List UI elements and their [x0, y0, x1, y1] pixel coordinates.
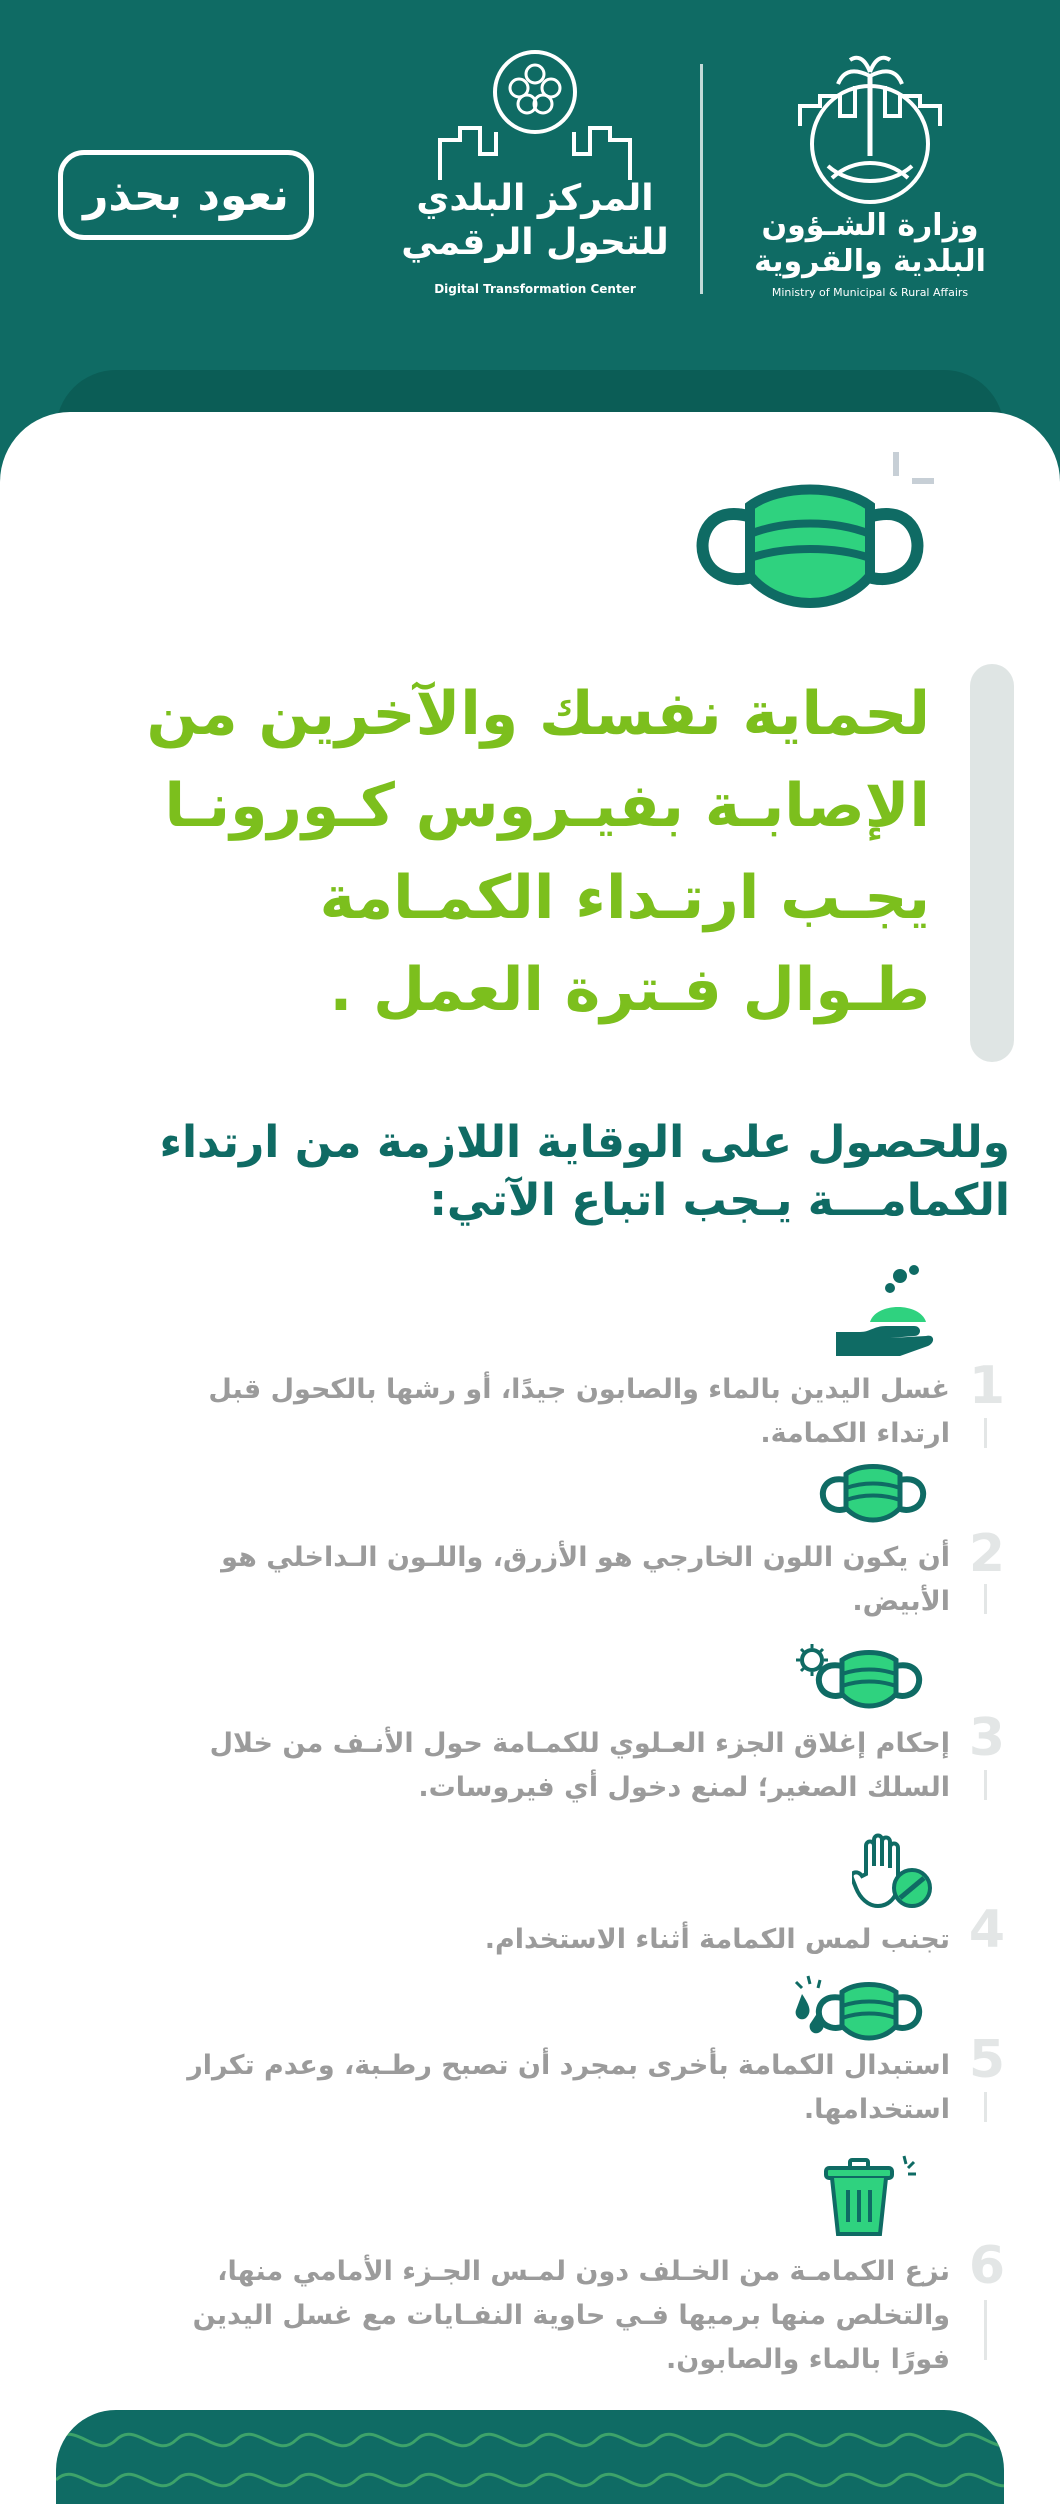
- step-2-line: [984, 1584, 987, 1614]
- mask-icon: [818, 1460, 928, 1530]
- step-5-number: 5: [968, 2030, 1006, 2090]
- header: [0, 0, 1060, 420]
- step-6-line: [984, 2300, 987, 2360]
- headline-accent-bar: [970, 664, 1014, 1062]
- step-2-number: 2: [968, 1524, 1006, 1584]
- step-2-text: أن يكون اللون الخارجي هو الأزرق، واللـون الـداخلي هو الأبيض.: [221, 1542, 950, 1617]
- header-divider: [700, 64, 703, 294]
- step-3-text: إحكام إغلاق الجزء العـلوي للكمـامة حول الأنـف من خلال السلك الصغير؛ لمنع دخول أي فيروسات.: [209, 1728, 950, 1803]
- step-1-line: [984, 1418, 987, 1448]
- footer-pattern-band: [56, 2410, 1004, 2504]
- campaign-badge-label: نعود بحذر: [83, 169, 289, 221]
- step-4-number: 4: [968, 1900, 1006, 1960]
- ministry-name-en: Ministry of Municipal & Rural Affairs: [771, 286, 969, 299]
- step-5-line: [984, 2092, 987, 2122]
- mask-virus-icon: [794, 1640, 924, 1720]
- ministry-name-ar-1: وزارة الشـؤون: [761, 208, 979, 243]
- hand-washing-icon: [830, 1262, 940, 1362]
- subheading: وللحصول على الوقاية اللازمة من ارتداء الكمامـــة يـجب اتباع الآتي:: [159, 1117, 1010, 1226]
- ministry-emblem-icon: [780, 46, 960, 206]
- step-6-text: نزع الكمامـة من الخـلف دون لمـس الجـزء الأمامي منها، والتخلص منها برميها فـي حاوية النفـايات مع غسل اليدين فورًا بالماء والصابون.: [192, 2256, 950, 2375]
- step-6-number: 6: [968, 2236, 1006, 2296]
- center-name-ar-1: المركز البلدي: [416, 178, 654, 219]
- trash-bin-icon: [820, 2150, 920, 2240]
- step-4-text: تجنب لمس الكمامة أثناء الاستخدام.: [484, 1924, 950, 1955]
- step-3-line: [984, 1770, 987, 1800]
- no-touch-hand-icon: [852, 1832, 936, 1912]
- campaign-badge: [58, 150, 314, 240]
- headline: لحماية نفسك والآخرين من الإصابـة بفيـروس كـورونـا يجـب ارتـداء الكمـامة طـوال فـترة العمل .: [146, 679, 930, 1025]
- step-1-text: غسل اليدين بالماء والصابون جيدًا، أو رشها بالكحول قبل ارتداء الكمامة.: [208, 1374, 950, 1449]
- center-name-en: Digital Transformation Center: [434, 282, 636, 296]
- ministry-name-ar-2: البلدية والقروية: [754, 244, 986, 279]
- step-3-number: 3: [968, 1708, 1006, 1768]
- center-emblem-icon: [430, 44, 640, 184]
- face-mask-icon: [690, 476, 930, 626]
- step-1-number: 1: [968, 1356, 1006, 1416]
- center-name-ar-2: للتحول الرقمي: [401, 222, 669, 263]
- step-5-text: استبدال الكمامة بأخرى بمجرد أن تصبح رطـبة، وعدم تكرار استخدامها.: [187, 2050, 950, 2125]
- corner-decoration-vertical: [893, 452, 899, 476]
- footer-pattern-icon: [56, 2410, 1004, 2504]
